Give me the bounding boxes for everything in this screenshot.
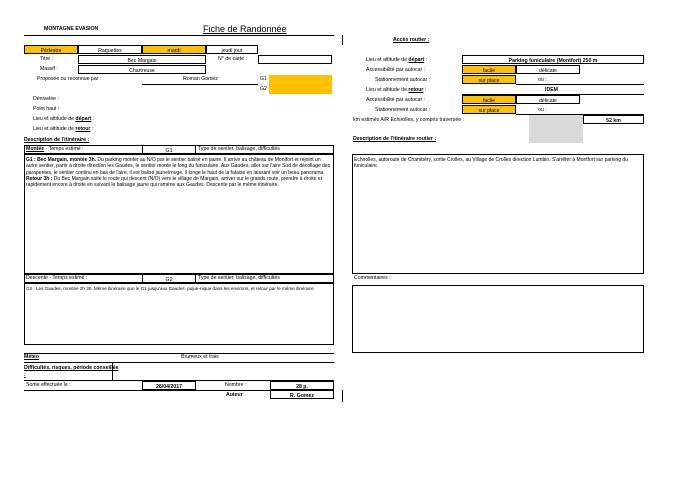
- stationnement-ou-line: [516, 84, 644, 85]
- left-retour-word: retour: [75, 126, 91, 132]
- right-depart-value: [462, 55, 644, 64]
- access-delicate-text: délicate: [539, 67, 557, 74]
- montee-text: Du parking monter au N/O par le sentier balisé en jaune. Il arrive au château de Montfort et rejoint un autre sentier, partir à droite direction les Gaudes, le sentier monte le long du funiculaire. Aux Gaudes, aller sur l'aire Sud de décollage des parapentes, le sentier continu en bas de l'aire, il est balisé jaune/rouge, il longe le haut de la falaise en laissant voir un beau panorama.: [26, 157, 331, 176]
- stationnement-ou: ou :: [538, 77, 547, 83]
- column-divider-bottom: [342, 390, 343, 402]
- g2-label: G2: [260, 86, 267, 92]
- titre-value-text: Bec Margain: [127, 57, 157, 64]
- montee-word: Montée: [26, 146, 45, 152]
- stationnement-value-text: sur place: [478, 77, 500, 84]
- page-title: Fiche de Randonnée: [203, 24, 287, 34]
- km-gray-field: [529, 115, 583, 143]
- right-access-label: Accessibilité par autocar :: [366, 67, 426, 73]
- access2-facile[interactable]: [462, 95, 516, 104]
- commentaires-box[interactable]: [352, 285, 644, 353]
- auteur-label: Auteur: [226, 392, 243, 398]
- descente-grade-text: G2: [165, 276, 173, 283]
- sortie-label: Sortie effectuée le :: [26, 382, 71, 388]
- left-depart-label: Lieu et altitude de départ :: [33, 116, 95, 122]
- stationnement2-value-text: sur place: [478, 107, 500, 114]
- right-retour-value: IDEM: [545, 87, 558, 93]
- montee-label: [26, 147, 84, 152]
- proposee-label: Proposée ou reconnue par :: [37, 76, 102, 82]
- right-access2-label: Accessibilité par autocar :: [366, 97, 426, 103]
- meteo-bottom-rule: [24, 362, 334, 363]
- option-mardi[interactable]: [142, 45, 206, 54]
- meteo-label: Météo: [24, 354, 39, 360]
- km-label: km estimés A/R Echirolles, y compris traversée :: [353, 117, 464, 123]
- carte-label: N° de carte :: [218, 56, 247, 62]
- option-raquettes[interactable]: [78, 45, 142, 54]
- descente-grade: [142, 274, 196, 283]
- g2-text-box[interactable]: [24, 283, 334, 345]
- right-stationnement2-label: Stationnement autocar :: [375, 107, 431, 113]
- column-divider-top: [342, 35, 343, 45]
- stationnement-value[interactable]: [462, 75, 516, 84]
- proposee-underline: [142, 84, 258, 85]
- right-retour-pre: Lieu et altitude de: [366, 87, 407, 93]
- auteur-value: [270, 390, 334, 399]
- montee-type-label: Type de sentier, balisage, difficultés: [198, 146, 280, 152]
- option-pedestre-label: Pédestre: [40, 47, 62, 54]
- descente-label: Descente - Temps estimé :: [26, 275, 88, 281]
- difficultes-label: [24, 365, 119, 379]
- access-facile[interactable]: [462, 65, 516, 74]
- right-retour-label: Lieu et altitude de retour :: [366, 87, 427, 93]
- meteo-top-rule: [24, 353, 334, 354]
- left-depart-pre: Lieu et altitude de: [33, 116, 74, 122]
- montee-rest: - Temps estimé :: [44, 146, 84, 152]
- right-depart-pre: Lieu et altitude de: [366, 57, 407, 63]
- commentaires-label: Commentaires :: [354, 275, 391, 281]
- titre-label: Titre :: [40, 56, 54, 62]
- access2-facile-text: facile: [482, 97, 496, 104]
- option-jeudi-label: jeudi jour: [221, 47, 243, 54]
- g1-field[interactable]: [269, 75, 332, 94]
- nombre-value: [270, 381, 334, 390]
- option-raquettes-label: Raquettes: [98, 47, 122, 54]
- stationnement2-value[interactable]: [462, 105, 516, 114]
- montee-lead: G1 : Bec Margain, montée 3h.: [26, 157, 97, 163]
- option-mardi-label: mardi: [167, 47, 181, 54]
- access-delicate[interactable]: [516, 65, 580, 74]
- difficultes-label-text: Difficultés, risques, période conseillée :: [24, 365, 119, 378]
- left-retour-pre: Lieu et altitude de: [33, 126, 74, 132]
- titre-value: [78, 55, 206, 64]
- denivelee-label: Dénivelée :: [33, 96, 59, 102]
- nombre-label: Nombre :: [225, 382, 247, 388]
- access2-delicate-text: délicate: [539, 97, 557, 104]
- right-stationnement-label: Stationnement autocar :: [375, 77, 431, 83]
- routier-text-box[interactable]: [352, 154, 644, 274]
- km-value-text: 52 km: [606, 117, 621, 124]
- g1-label: G1: [260, 76, 267, 82]
- montee-grade: [142, 145, 196, 154]
- retour-text: Du Bec Margain suite le route qui descent (N/O) vers le village de Margain, arriver sur le grands route, prendre à droite et rapidement encore à droite en suivant le balisage jaune qui ramène aux Gaudes. Descente par le même itinéraire.: [26, 175, 322, 189]
- desc-itineraire-label: Description de l'itinéraire :: [24, 137, 90, 143]
- proposee-value: Roman Gomez: [183, 76, 218, 82]
- routier-description: Echirolles, autoroute de Chambéry, sortie Crolles, au Village de Crolles direction Lumbin. S'arrêter à Montfort sur parking du funiculaire.: [354, 157, 628, 170]
- header-rule: [24, 35, 334, 36]
- retour-lead: Retour 3h :: [26, 175, 53, 182]
- g2-description: G2 : Les Gaudes, montée 2h 30. Même itinéraire que le G1 jusqu'aux Gaudes, pique-nique dans les environs, et retour par le même itinéraire.: [26, 286, 315, 291]
- nombre-value-text: 28 p.: [296, 383, 308, 390]
- massif-value-text: Chartreuse: [129, 67, 155, 74]
- right-depart-label: Lieu et altitude de départ :: [366, 57, 428, 63]
- descente-type-label: Type de sentier, balisage, difficultés: [198, 275, 280, 281]
- acces-routier-title: Accès routier :: [393, 37, 430, 43]
- auteur-value-text: R. Gomez: [290, 392, 314, 399]
- desc-routier-label: Description de l'itinéraire routier :: [353, 136, 437, 142]
- access2-delicate[interactable]: [516, 95, 580, 104]
- option-jeudi[interactable]: [206, 45, 258, 54]
- sortie-date: [142, 381, 196, 390]
- stationnement2-ou: ou :: [538, 107, 547, 113]
- massif-label: Massif :: [40, 66, 58, 72]
- option-pedestre[interactable]: [24, 45, 78, 54]
- access-facile-text: facile: [482, 67, 496, 74]
- montee-grade-text: G1: [165, 147, 173, 154]
- carte-value[interactable]: [258, 55, 332, 64]
- massif-value: [78, 65, 206, 74]
- right-depart-word: départ: [408, 57, 425, 63]
- right-depart-value-text: Parking funiculaire (Montfort) 250 m: [508, 57, 598, 64]
- montee-description: [26, 157, 331, 188]
- right-retour-word: retour: [408, 87, 424, 93]
- difficultes-divider: [112, 363, 113, 381]
- left-retour-label: Lieu et altitude de retour :: [33, 126, 94, 132]
- sortie-date-text: 26/04/2017: [156, 383, 182, 390]
- left-depart-word: départ: [75, 116, 92, 122]
- point-haut-label: Point haut :: [33, 106, 60, 112]
- km-value: [583, 115, 644, 124]
- meteo-value: Brumeux et frais: [181, 354, 219, 360]
- club-name: MONTAGNE EVASION: [44, 26, 99, 32]
